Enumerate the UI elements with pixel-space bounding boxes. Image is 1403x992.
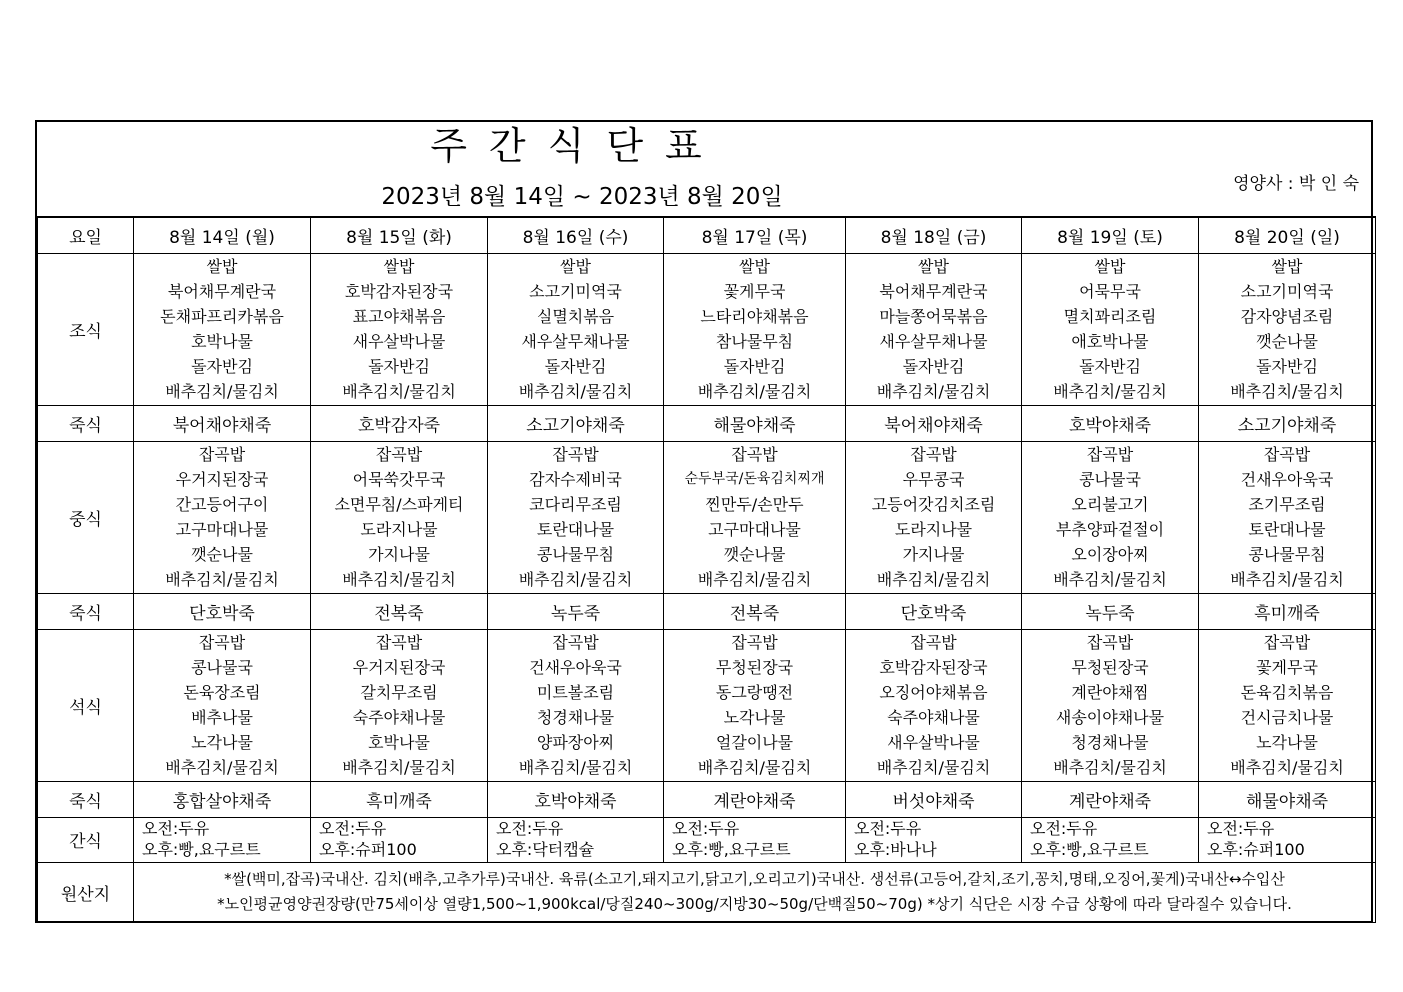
- menu-item: 도라지나물: [894, 520, 973, 539]
- menu-item: 돌자반김: [902, 357, 965, 376]
- menu-item: 쌀밥: [560, 257, 591, 276]
- menu-item: 배추김치/물김치: [1230, 758, 1344, 777]
- porridge-item: 단호박죽: [846, 593, 1022, 629]
- menu-item: 쌀밥: [739, 257, 770, 276]
- snack-cell: [664, 817, 846, 862]
- snack-morning: 오전:두유: [1207, 818, 1275, 838]
- snack-morning: 오전:두유: [1030, 818, 1098, 838]
- menu-item: 숙주야채나물: [352, 708, 446, 727]
- menu-item: 갈치무조림: [360, 683, 438, 702]
- porridge-item: 흑미깨죽: [1199, 593, 1376, 629]
- day-header-sun: 8월 20일 (일): [1199, 217, 1376, 253]
- sheet-header: [37, 122, 1371, 216]
- menu-item: 참나물무침: [715, 332, 794, 351]
- menu-item: 가지나물: [368, 545, 430, 564]
- lunch-menu-cell: [1199, 441, 1376, 593]
- dinner-menu-cell: [664, 629, 846, 781]
- snack-afternoon: 오후:빵,요구르트: [1030, 839, 1149, 859]
- porridge-item: 계란야채죽: [664, 781, 846, 817]
- menu-item: 부추양파겉절이: [1055, 520, 1165, 539]
- dinner-row: [38, 629, 1376, 781]
- menu-item: 건시금치나물: [1240, 708, 1334, 727]
- menu-item: 배추김치/물김치: [165, 758, 279, 777]
- dinner-menu-cell: [846, 629, 1022, 781]
- porridge-item: 호박야채죽: [488, 781, 664, 817]
- menu-item: 순두부국/돈육김치찌개: [684, 471, 825, 487]
- menu-item: 멸치꽈리조림: [1063, 307, 1157, 326]
- menu-item: 북어채무계란국: [879, 282, 988, 301]
- porridge-item: 소고기야채죽: [488, 405, 664, 441]
- menu-item: 배추김치/물김치: [876, 570, 991, 589]
- breakfast-menu-cell: [846, 253, 1022, 405]
- porridge-item: 전복죽: [311, 593, 488, 629]
- snack-afternoon: 오후:바나나: [854, 839, 937, 859]
- menu-item: 새우살무채나물: [879, 332, 988, 351]
- menu-item: 배추김치/물김치: [342, 758, 456, 777]
- menu-item: 어묵쑥갓무국: [352, 470, 446, 489]
- snack-afternoon: 오후:닥터캡슐: [496, 839, 595, 859]
- menu-item: 토란대나물: [1248, 520, 1326, 539]
- porridge-item: 녹두죽: [488, 593, 664, 629]
- menu-item: 잡곡밥: [375, 633, 423, 652]
- dinner-menu-cell: [488, 629, 664, 781]
- menu-item: 건새우아욱국: [529, 658, 622, 677]
- menu-item: 배추김치/물김치: [342, 570, 456, 589]
- snack-cell: [846, 817, 1022, 862]
- menu-item: 동그랑땡전: [715, 683, 794, 702]
- menu-item: 숙주야채나물: [887, 708, 980, 727]
- breakfast-menu-cell: [1022, 253, 1199, 405]
- menu-item: 간고등어구이: [175, 495, 269, 514]
- menu-item: 우거지된장국: [175, 470, 269, 489]
- menu-item: 고구마대나물: [175, 520, 269, 539]
- menu-sheet: [35, 120, 1373, 923]
- menu-item: 조기무조림: [1248, 495, 1326, 514]
- porridge-item: 북어채야채죽: [846, 405, 1022, 441]
- day-header-label: 요일: [38, 217, 134, 253]
- snack-morning: 오전:두유: [496, 818, 564, 838]
- menu-item: 양파장아찌: [536, 733, 615, 752]
- menu-item: 잡곡밥: [1263, 445, 1311, 464]
- menu-item: 쌀밥: [383, 257, 415, 276]
- porridge-item: 해물야채죽: [664, 405, 846, 441]
- menu-item: 배추김치/물김치: [876, 382, 991, 401]
- snack-cell: [1022, 817, 1199, 862]
- day-header-fri: 8월 18일 (금): [846, 217, 1022, 253]
- menu-item: 돈육장조림: [183, 683, 261, 702]
- breakfast-porridge-row: [38, 405, 1376, 441]
- menu-item: 어묵무국: [1079, 282, 1141, 301]
- menu-item: 잡곡밥: [731, 633, 778, 652]
- menu-item: 쌀밥: [918, 257, 949, 276]
- menu-item: 배추김치/물김치: [518, 382, 633, 401]
- snack-cell: [488, 817, 664, 862]
- period-range: 2023년 8월 14일 ~ 2023년 8월 20일: [381, 184, 783, 210]
- origin-note-line: *쌀(백미,잡곡)국내산. 김치(배추,고추가루)국내산. 육류(소고기,돼지고기,닭고기,오리고기)국내산. 생선류(고등어,갈치,조기,꽁치,명태,오징어,꽃게)국내산↔수입산: [224, 870, 1285, 888]
- menu-item: 콩나물국: [191, 658, 253, 677]
- menu-item: 돈육김치볶음: [1240, 683, 1334, 702]
- menu-item: 표고야채볶음: [352, 307, 446, 326]
- breakfast-menu-cell: [1199, 253, 1376, 405]
- menu-item: 오리불고기: [1071, 495, 1149, 514]
- menu-item: 오징어야채볶음: [879, 683, 988, 702]
- menu-item: 배추김치/물김치: [1053, 758, 1167, 777]
- page-title: 주간식단표: [430, 124, 724, 168]
- day-header-thu: 8월 17일 (목): [664, 217, 846, 253]
- dinner-menu-cell: [1022, 629, 1199, 781]
- dinner-menu-cell: [1199, 629, 1376, 781]
- menu-item: 돌자반김: [723, 357, 786, 376]
- menu-item: 미트볼조림: [536, 683, 615, 702]
- porridge-item: 호박야채죽: [1022, 405, 1199, 441]
- breakfast-label: 조식: [38, 253, 134, 405]
- lunch-menu-cell: [846, 441, 1022, 593]
- menu-item: 새우살박나물: [887, 733, 980, 752]
- porridge-item: 계란야채죽: [1022, 781, 1199, 817]
- menu-item: 찐만두/손만두: [705, 495, 804, 514]
- breakfast-menu-cell: [664, 253, 846, 405]
- menu-item: 애호박나물: [1071, 332, 1149, 351]
- menu-item: 콩나물무침: [536, 545, 615, 564]
- day-header-wed: 8월 16일 (수): [488, 217, 664, 253]
- menu-item: 새우살박나물: [352, 332, 446, 351]
- origin-label: 원산지: [38, 862, 134, 922]
- menu-item: 가지나물: [902, 545, 965, 564]
- breakfast-menu-cell: [134, 253, 311, 405]
- origin-note-line: *노인평균영양권장량(만75세이상 열량1,500~1,900kcal/당질240~300g/지방30~50g/단백질50~70g) *상기 식단은 시장 수급 상황에 따라 달라질수 있습니다.: [217, 895, 1292, 913]
- breakfast-menu-cell: [488, 253, 664, 405]
- dinner-menu-cell: [311, 629, 488, 781]
- menu-item: 배추김치/물김치: [518, 758, 633, 777]
- menu-item: 실멸치볶음: [536, 307, 615, 326]
- menu-item: 배추김치/물김치: [1053, 570, 1167, 589]
- menu-item: 잡곡밥: [1086, 445, 1134, 464]
- menu-item: 배추김치/물김치: [876, 758, 991, 777]
- menu-item: 잡곡밥: [910, 633, 957, 652]
- menu-item: 소면무침/스파게티: [334, 495, 464, 514]
- menu-item: 무청된장국: [715, 658, 794, 677]
- menu-item: 고등어갓김치조림: [871, 495, 996, 514]
- menu-item: 깻순나물: [1256, 332, 1318, 351]
- menu-item: 배추김치/물김치: [1230, 382, 1344, 401]
- menu-item: 소고기미역국: [529, 282, 622, 301]
- porridge-item: 홍합살야채죽: [134, 781, 311, 817]
- menu-item: 잡곡밥: [910, 445, 957, 464]
- menu-item: 노각나물: [191, 733, 253, 752]
- lunch-porridge-label: 죽식: [38, 593, 134, 629]
- origin-row: [38, 862, 1376, 922]
- menu-item: 잡곡밥: [1086, 633, 1134, 652]
- menu-item: 잡곡밥: [552, 445, 599, 464]
- menu-item: 배추나물: [191, 708, 253, 727]
- menu-item: 감자수제비국: [529, 470, 622, 489]
- menu-item: 돌자반김: [544, 357, 607, 376]
- menu-item: 배추김치/물김치: [342, 382, 456, 401]
- lunch-menu-cell: [488, 441, 664, 593]
- menu-item: 소고기미역국: [1240, 282, 1334, 301]
- porridge-item: 전복죽: [664, 593, 846, 629]
- dinner-label: 석식: [38, 629, 134, 781]
- menu-item: 돌자반김: [368, 357, 430, 376]
- menu-item: 청경채나물: [1071, 733, 1149, 752]
- lunch-label: 중식: [38, 441, 134, 593]
- menu-item: 호박나물: [368, 733, 430, 752]
- breakfast-row: [38, 253, 1376, 405]
- menu-item: 콩나물무침: [1248, 545, 1326, 564]
- dinner-menu-cell: [134, 629, 311, 781]
- menu-item: 꽃게무국: [1256, 658, 1318, 677]
- snack-afternoon: 오후:슈퍼100: [1207, 839, 1305, 859]
- day-header-row: [38, 217, 1376, 253]
- porridge-item: 북어채야채죽: [134, 405, 311, 441]
- menu-item: 잡곡밥: [198, 633, 246, 652]
- snack-label: 간식: [38, 817, 134, 862]
- menu-item: 호박감자된장국: [344, 282, 454, 301]
- lunch-row: [38, 441, 1376, 593]
- snack-morning: 오전:두유: [672, 818, 740, 838]
- menu-item: 노각나물: [1256, 733, 1318, 752]
- menu-item: 배추김치/물김치: [1053, 382, 1167, 401]
- menu-item: 새송이야채나물: [1055, 708, 1165, 727]
- snack-cell: [134, 817, 311, 862]
- porridge-item: 해물야채죽: [1199, 781, 1376, 817]
- snack-morning: 오전:두유: [319, 818, 387, 838]
- menu-item: 도라지나물: [360, 520, 438, 539]
- lunch-menu-cell: [664, 441, 846, 593]
- lunch-porridge-row: [38, 593, 1376, 629]
- snack-row: [38, 817, 1376, 862]
- menu-item: 배추김치/물김치: [165, 570, 279, 589]
- day-header-sat: 8월 19일 (토): [1022, 217, 1199, 253]
- menu-item: 건새우아욱국: [1240, 470, 1334, 489]
- menu-item: 호박나물: [191, 332, 253, 351]
- lunch-menu-cell: [311, 441, 488, 593]
- breakfast-menu-cell: [311, 253, 488, 405]
- menu-item: 오이장아찌: [1071, 545, 1149, 564]
- lunch-menu-cell: [1022, 441, 1199, 593]
- weekly-menu-table: [37, 216, 1376, 923]
- dinner-porridge-row: [38, 781, 1376, 817]
- menu-item: 깻순나물: [723, 545, 786, 564]
- menu-item: 잡곡밥: [198, 445, 246, 464]
- day-header-mon: 8월 14일 (월): [134, 217, 311, 253]
- snack-afternoon: 오후:슈퍼100: [319, 839, 417, 859]
- menu-item: 노각나물: [723, 708, 786, 727]
- menu-item: 돈채파프리카볶음: [160, 307, 284, 326]
- menu-item: 호박감자된장국: [879, 658, 988, 677]
- menu-item: 깻순나물: [191, 545, 253, 564]
- menu-item: 콩나물국: [1079, 470, 1141, 489]
- menu-item: 느타리야채볶음: [700, 307, 809, 326]
- menu-item: 돌자반김: [1079, 357, 1141, 376]
- menu-item: 배추김치/물김치: [1230, 570, 1344, 589]
- menu-item: 청경채나물: [536, 708, 615, 727]
- dietitian-name: 영양사 : 박 인 숙: [1233, 174, 1359, 194]
- menu-item: 마늘쫑어묵볶음: [879, 307, 988, 326]
- menu-item: 새우살무채나물: [521, 332, 630, 351]
- menu-item: 토란대나물: [536, 520, 615, 539]
- menu-item: 잡곡밥: [375, 445, 423, 464]
- porridge-item: 단호박죽: [134, 593, 311, 629]
- menu-item: 코다리무조림: [529, 495, 622, 514]
- menu-item: 배추김치/물김치: [518, 570, 633, 589]
- snack-morning: 오전:두유: [854, 818, 922, 838]
- menu-item: 꽃게무국: [723, 282, 786, 301]
- menu-item: 배추김치/물김치: [697, 570, 812, 589]
- porridge-item: 녹두죽: [1022, 593, 1199, 629]
- menu-item: 잡곡밥: [731, 445, 778, 464]
- snack-afternoon: 오후:빵,요구르트: [142, 839, 261, 859]
- porridge-item: 소고기야채죽: [1199, 405, 1376, 441]
- menu-item: 돌자반김: [191, 357, 253, 376]
- menu-item: 고구마대나물: [708, 520, 801, 539]
- porridge-item: 흑미깨죽: [311, 781, 488, 817]
- menu-item: 잡곡밥: [1263, 633, 1311, 652]
- menu-item: 우무콩국: [902, 470, 965, 489]
- snack-morning: 오전:두유: [142, 818, 210, 838]
- menu-item: 배추김치/물김치: [697, 382, 812, 401]
- lunch-menu-cell: [134, 441, 311, 593]
- menu-item: 쌀밥: [206, 257, 238, 276]
- breakfast-porridge-label: 죽식: [38, 405, 134, 441]
- porridge-item: 버섯야채죽: [846, 781, 1022, 817]
- menu-item: 돌자반김: [1256, 357, 1318, 376]
- menu-item: 잡곡밥: [552, 633, 599, 652]
- menu-item: 감자양념조림: [1240, 307, 1334, 326]
- menu-item: 쌀밥: [1094, 257, 1126, 276]
- dinner-porridge-label: 죽식: [38, 781, 134, 817]
- porridge-item: 호박감자죽: [311, 405, 488, 441]
- origin-notes: [134, 862, 1376, 922]
- menu-item: 얼갈이나물: [715, 733, 794, 752]
- menu-item: 무청된장국: [1071, 658, 1149, 677]
- menu-item: 우거지된장국: [352, 658, 446, 677]
- day-header-tue: 8월 15일 (화): [311, 217, 488, 253]
- menu-item: 배추김치/물김치: [165, 382, 279, 401]
- menu-item: 배추김치/물김치: [697, 758, 812, 777]
- menu-item: 쌀밥: [1271, 257, 1303, 276]
- snack-cell: [311, 817, 488, 862]
- menu-item: 계란야채찜: [1071, 683, 1149, 702]
- snack-afternoon: 오후:빵,요구르트: [672, 839, 791, 859]
- snack-cell: [1199, 817, 1376, 862]
- menu-item: 북어채무계란국: [167, 282, 277, 301]
